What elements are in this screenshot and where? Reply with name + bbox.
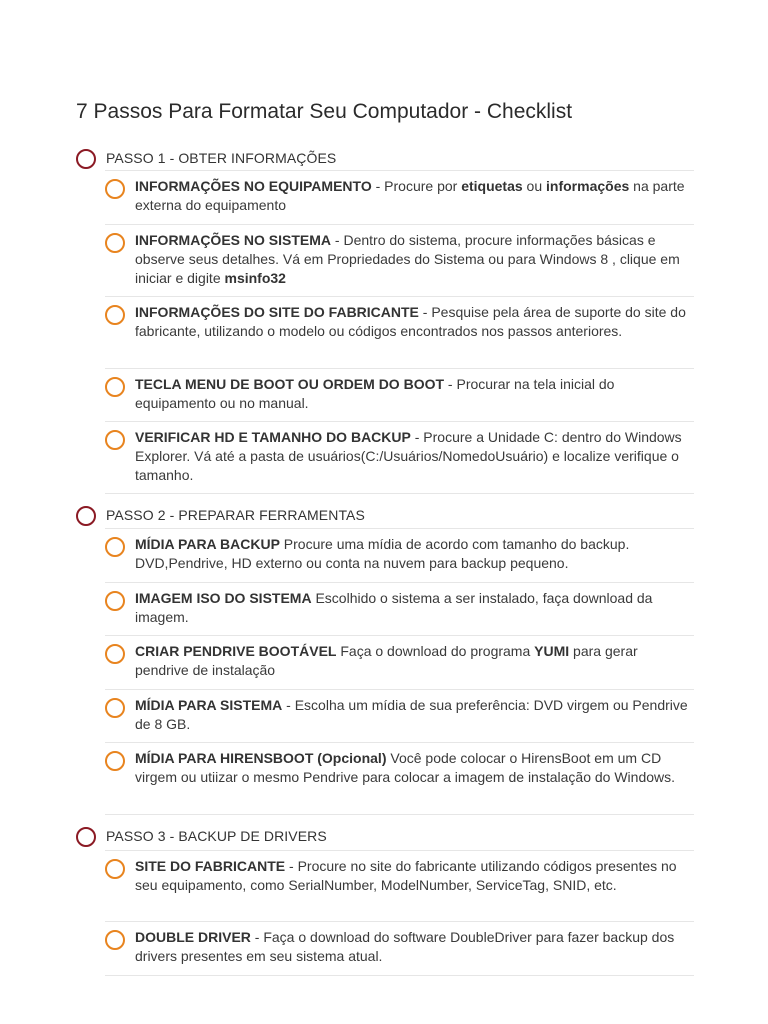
item-heading: VERIFICAR HD E TAMANHO DO BACKUP [135, 429, 411, 445]
divider [105, 421, 694, 422]
section-passo-2[interactable] [76, 500, 694, 536]
item-heading: IMAGEM ISO DO SISTEMA [135, 590, 312, 606]
item-checkbox[interactable] [105, 430, 125, 450]
item-heading: MÍDIA PARA BACKUP [135, 536, 280, 552]
divider [105, 689, 694, 690]
item-text: INFORMAÇÕES DO SITE DO FABRICANTE - Pesquise pela área de suporte do site do fabricante, utilizando o modelo ou códigos encontrados nos passos anteriores. [135, 304, 686, 339]
page-title: 7 Passos Para Formatar Seu Computador - Checklist [76, 100, 573, 123]
section-label: PASSO 2 - PREPARAR FERRAMENTAS [106, 507, 365, 523]
item-text: DOUBLE DRIVER - Faça o download do software DoubleDriver para fazer backup dos drivers presentes em seu sistema atual. [135, 929, 675, 964]
item-heading: CRIAR PENDRIVE BOOTÁVEL [135, 643, 337, 659]
divider [105, 582, 694, 583]
item-heading: INFORMAÇÕES DO SITE DO FABRICANTE [135, 304, 419, 320]
divider [105, 493, 694, 494]
item-checkbox[interactable] [105, 305, 125, 325]
divider [105, 224, 694, 225]
item-text: SITE DO FABRICANTE - Procure no site do fabricante utilizando códigos presentes no seu equipamento, como SerialNumber, ModelNumber, ServiceTag, SNID, etc. [135, 858, 677, 893]
item-text: MÍDIA PARA HIRENSBOOT (Opcional) Você pode colocar o HirensBoot em um CD virgem ou utiizar o mesmo Pendrive para colocar a imagem de instalação do Windows. [135, 750, 676, 785]
item-checkbox[interactable] [105, 751, 125, 771]
divider [105, 814, 694, 815]
section-label: PASSO 3 - BACKUP DE DRIVERS [106, 828, 327, 844]
item-text: MÍDIA PARA BACKUP Procure uma mídia de acordo com tamanho do backup. DVD,Pendrive, HD externo ou conta na nuvem para backup pequeno. [135, 536, 630, 571]
item-heading: DOUBLE DRIVER [135, 929, 251, 945]
item-text: TECLA MENU DE BOOT OU ORDEM DO BOOT - Procurar na tela inicial do equipamento ou no manual. [135, 376, 615, 411]
section-checkbox[interactable] [76, 827, 96, 847]
divider [105, 170, 694, 171]
item-heading: MÍDIA PARA HIRENSBOOT (Opcional) [135, 750, 387, 766]
item-checkbox[interactable] [105, 859, 125, 879]
divider [105, 975, 694, 976]
item-checkbox[interactable] [105, 377, 125, 397]
item-text: INFORMAÇÕES NO SISTEMA - Dentro do sistema, procure informações básicas e observe seus detalhes. Vá em Propriedades do Sistema ou para Windows 8 , clique em iniciar e digite msinfo32 [135, 232, 680, 286]
section-passo-3[interactable] [76, 821, 694, 857]
item-heading: INFORMAÇÕES NO SISTEMA [135, 232, 332, 248]
item-checkbox[interactable] [105, 537, 125, 557]
divider [105, 742, 694, 743]
item-heading: INFORMAÇÕES NO EQUIPAMENTO [135, 178, 372, 194]
item-text: VERIFICAR HD E TAMANHO DO BACKUP - Procure a Unidade C: dentro do Windows Explorer. Vá até a pasta de usuários(C:/Usuários/NomedoUsuário) e localize verifique o tamanho. [135, 429, 682, 483]
divider [105, 368, 694, 369]
item-heading: SITE DO FABRICANTE [135, 858, 286, 874]
divider [105, 528, 694, 529]
divider [105, 921, 694, 922]
section-checkbox[interactable] [76, 506, 96, 526]
item-checkbox[interactable] [105, 179, 125, 199]
section-checkbox[interactable] [76, 149, 96, 169]
item-checkbox[interactable] [105, 591, 125, 611]
item-text: INFORMAÇÕES NO EQUIPAMENTO - Procure por etiquetas ou informações na parte externa do equipamento [135, 178, 685, 213]
section-passo-1[interactable] [76, 143, 694, 179]
item-heading: MÍDIA PARA SISTEMA [135, 697, 283, 713]
divider [105, 850, 694, 851]
item-checkbox[interactable] [105, 233, 125, 253]
item-text: MÍDIA PARA SISTEMA - Escolha um mídia de sua preferência: DVD virgem ou Pendrive de 8 GB. [135, 697, 688, 732]
section-label: PASSO 1 - OBTER INFORMAÇÕES [106, 150, 337, 166]
item-checkbox[interactable] [105, 644, 125, 664]
divider [105, 296, 694, 297]
item-text: IMAGEM ISO DO SISTEMA Escolhido o sistema a ser instalado, faça download da imagem. [135, 590, 653, 625]
item-checkbox[interactable] [105, 930, 125, 950]
item-heading: TECLA MENU DE BOOT OU ORDEM DO BOOT [135, 376, 445, 392]
divider [105, 635, 694, 636]
item-text: CRIAR PENDRIVE BOOTÁVEL Faça o download do programa YUMI para gerar pendrive de instalação [135, 643, 638, 678]
item-checkbox[interactable] [105, 698, 125, 718]
